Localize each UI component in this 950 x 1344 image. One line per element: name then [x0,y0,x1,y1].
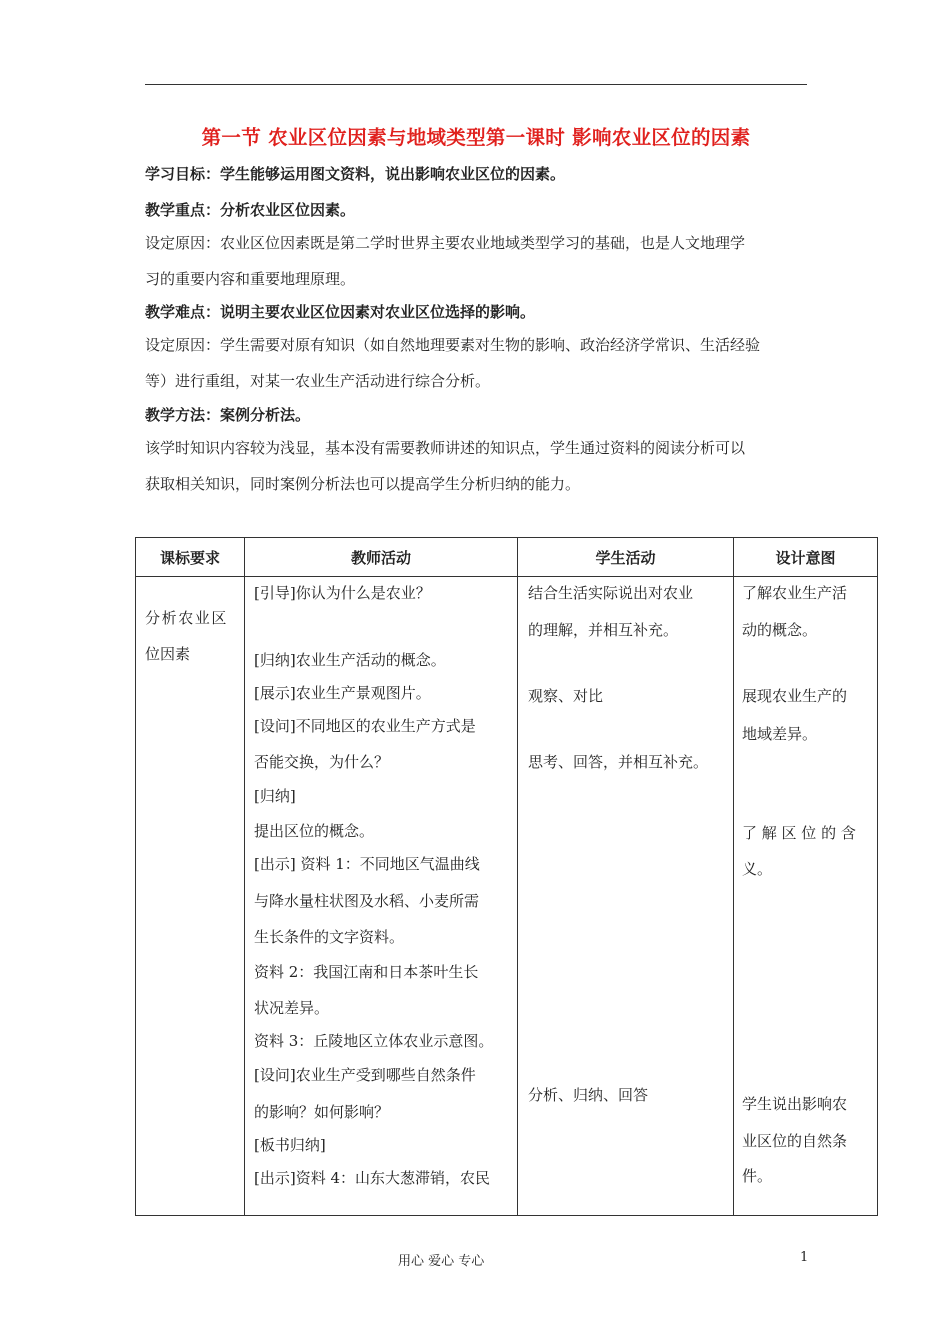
intent-line: 了解农业生产活 [742,584,848,602]
teacher-line: 的影响？如何影响？ [254,1103,390,1121]
focus-reason-line-2: 习的重要内容和重要地理原理。 [145,270,356,288]
difficulty-label: 教学难点： [145,303,221,321]
table-header-row [136,538,878,577]
method-line [145,404,310,425]
lesson-plan-table [135,537,878,1216]
teacher-line: [设问]不同地区的农业生产方式是 [254,717,476,735]
teacher-line: 提出区位的概念。 [254,822,375,840]
teacher-line: 状况差异。 [254,999,330,1017]
intent-line: 动的概念。 [742,621,818,639]
intent-line: 件。 [742,1167,773,1185]
teacher-line: [引导]你认为什么是农业？ [254,584,431,602]
header-standard: 课标要求 [136,538,245,577]
table-row [136,577,878,1216]
teacher-line: [设问]农业生产受到哪些自然条件 [254,1066,476,1084]
method-reason-line-1: 该学时知识内容较为浅显，基本没有需要教师讲述的知识点，学生通过资料的阅读分析可以 [145,439,746,457]
difficulty-line [145,301,535,322]
page-title: 第一节 农业区位因素与地域类型第一课时 影响农业区位的因素 [201,126,751,149]
teacher-line: [出示]资料 4：山东大葱滞销，农民 [254,1169,491,1187]
student-cell [518,577,734,1216]
objective-line [145,163,565,184]
intent-line: 学生说出影响农 [742,1095,848,1113]
teacher-line: 与降水量柱状图及水稻、小麦所需 [254,892,480,910]
header-student: 学生活动 [518,538,734,577]
intent-line: 地域差异。 [742,725,818,743]
intent-cell [734,577,878,1216]
teacher-line: [归纳]农业生产活动的概念。 [254,651,446,669]
student-line: 分析、归纳、回答 [528,1086,649,1104]
standard-line: 分析农业区 [145,609,229,627]
focus-label: 教学重点： [145,201,221,219]
intent-line: 展现农业生产的 [742,687,848,705]
intent-line: 业区位的自然条 [742,1132,848,1150]
intent-line: 义。 [742,860,773,878]
method-label: 教学方法： [145,406,221,424]
method-text: 案例分析法。 [220,406,311,424]
objective-label: 学习目标： [145,165,221,183]
page-number: 1 [800,1250,809,1265]
focus-line [145,199,355,220]
difficulty-reason-line-1: 设定原因：学生需要对原有知识（如自然地理要素对生物的影响、政治经济学常识、生活经验 [145,336,761,354]
student-line: 思考、回答，并相互补充。 [528,753,709,771]
student-line: 结合生活实际说出对农业 [528,584,694,602]
teacher-cell [245,577,518,1216]
standard-line: 位因素 [145,645,191,663]
header-teacher: 教师活动 [245,538,518,577]
method-reason-line-2: 获取相关知识，同时案例分析法也可以提高学生分析归纳的能力。 [145,475,581,493]
intent-line: 了 解 区 位 的 含 [742,824,856,842]
objective-text: 学生能够运用图文资料，说出影响农业区位的因素。 [220,165,566,183]
teacher-line: [归纳] [254,787,296,805]
student-line: 观察、对比 [528,687,604,705]
teacher-line: [出示] 资料 1：不同地区气温曲线 [254,855,480,873]
difficulty-reason-line-2: 等）进行重组，对某一农业生产活动进行综合分析。 [145,372,491,390]
student-line: 的理解，并相互补充。 [528,621,679,639]
focus-reason-line-1: 设定原因：农业区位因素既是第二学时世界主要农业地域类型学习的基础，也是人文地理学 [145,234,746,252]
teacher-line: 资料 3：丘陵地区立体农业示意图。 [254,1032,494,1050]
teacher-line: [板书归纳] [254,1136,326,1154]
teacher-line: 资料 2：我国江南和日本茶叶生长 [254,963,479,981]
header-intent: 设计意图 [734,538,878,577]
difficulty-text: 说明主要农业区位因素对农业区位选择的影响。 [220,303,536,321]
teacher-line: 否能交换，为什么？ [254,753,390,771]
standard-cell [136,577,245,1216]
focus-text: 分析农业区位因素。 [220,201,356,219]
header-rule [145,84,807,85]
teacher-line: 生长条件的文字资料。 [254,928,405,946]
teacher-line: [展示]农业生产景观图片。 [254,684,431,702]
page-footer: 用心 爱心 专心 [398,1254,485,1269]
